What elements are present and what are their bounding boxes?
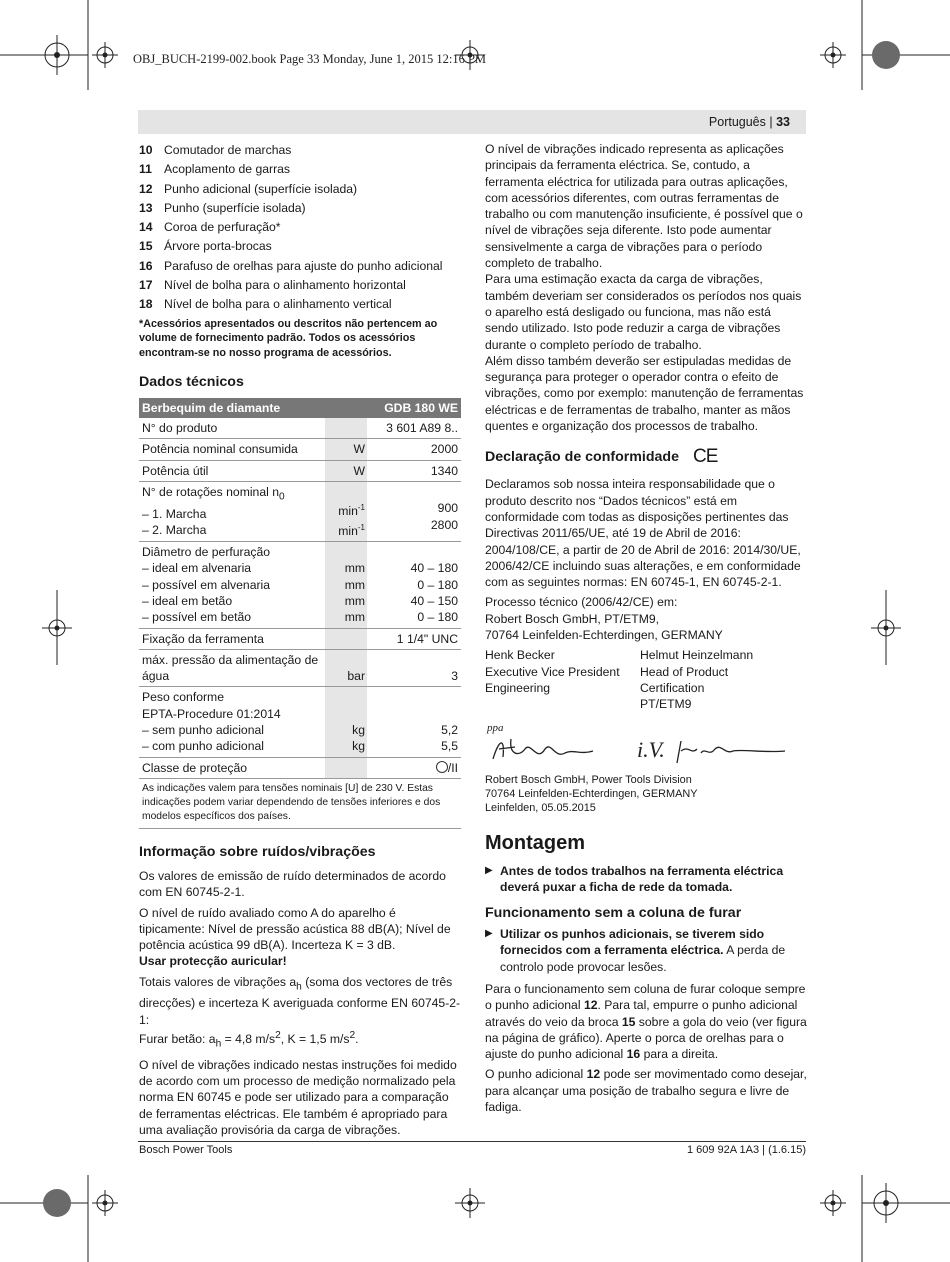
svg-text:ppa: ppa [487,721,504,734]
footer-rule [138,1141,806,1142]
table-row: Peso conforme EPTA-Procedure 01:2014 – sem punho adicional – com punho adicional kg kg 5,2 5,5 [139,687,461,757]
noise-paragraph: Os valores de emissão de ruído determinados de acordo com EN 60745-2-1. [139,868,446,900]
list-item: 17 Nível de bolha para o alinhamento horizontal [139,278,406,293]
table-row: N° do produto 3 601 A89 8.. [139,418,461,439]
tech-data-table [139,398,461,829]
vibration-paragraph: O nível de vibrações indicado representa as aplicações principais da ferramenta eléctrica. Se, contudo, a ferramenta eléctrica for utilizada para outras aplicações, com acessórios diferentes, com outras ferramentas de trabalho ou com manutenção insuficiente, é possível que o nível de vibrações seja diferente. Isto pode aumentar sensivelmente a carga de vibrações para o período completo de trabalho. [485,142,803,271]
signature-image [485,719,807,773]
page-header-band [138,110,806,134]
accessories-note: *Acessórios apresentados ou descritos não pertencem ao volume de fornecimento padrão. Todos os acessórios encontram-se no nosso programa de acessórios. [139,317,438,359]
page-header: Português | 33 [708,115,790,129]
table-row: N° de rotações nominal $n_0$ – 1. Marcha – 2. Marcha $\min^{-1}$ $\min^{-1}$ 900 2800 [139,482,461,542]
assembly-paragraph: O punho adicional 12 pode ser movimentado como desejar, para alcançar uma posição de trabalho segura e livre de fadiga. [485,1067,807,1115]
triangle-bullet-icon: ▶ [485,928,493,940]
table-note-row: As indicações valem para tensões nominais [U] de 230 V. Estas indicações podem variar dependendo de tensões inferiores e dos modelos específicos dos países. [139,778,461,828]
left-column [139,141,461,1142]
table-header: Berbequim de diamante GDB 180 WE [139,398,461,418]
list-item: 18 Nível de bolha para o alinhamento vertical [139,297,392,312]
list-item: 11 Acoplamento de garras [139,162,291,177]
vibration-paragraph: Para uma estimação exacta da carga de vibrações, também deveriam ser considerados os períodos nos quais o aparelho está desligado ou funciona, mas não está sendo utilizado. Isto pode reduzir a carga de vibrações durante o completo período de trabalho. [485,272,802,352]
right-column [485,141,807,1119]
subsection-heading: Funcionamento sem a coluna de furar [485,905,742,922]
list-item: 15 Árvore porta-brocas [139,239,272,254]
page-number: 33 [776,115,790,129]
list-item: 10 Comutador de marchas [139,143,292,157]
list-item: 16 Parafuso de orelhas para ajuste do punho adicional [139,258,443,273]
warning-item: ▶ Utilizar os punhos adicionais, se tiverem sido fornecidos com a ferramenta eléctrica. A perda de controlo pode provocar lesões. [485,927,786,974]
list-item: 12 Punho adicional (superfície isolada) [139,181,358,196]
table-row: Fixação da ferramenta 1 1/4" UNC [139,628,461,649]
table-row: Diâmetro de perfuração – ideal em alvenaria – possível em alvenaria – ideal em betão – possível em betão mm mm mm mm 40 – 180 0 – 180 40 – 150 0 – 180 [139,542,461,628]
print-header: OBJ_BUCH-2199-002.book Page 33 Monday, June 1, 2015 12:16 PM [133,52,487,66]
header-language: Português [708,115,766,129]
vibration-paragraph: Além disso também deverão ser estipuladas medidas de segurança para proteger o operador contra o efeito de vibrações, como por exemplo: manutenção de ferramentas eléctricas e de ferramentas de trabalho, manter as mãos quentes e organização dos processos de trabalho. [485,353,804,434]
table-row: máx. pressão da alimentação de água bar 3 [139,649,461,687]
protection-class-icon [436,761,448,773]
conformity-heading: Declaração de conformidade CE [485,446,718,468]
footer-left: Bosch Power Tools [139,1144,233,1156]
vibration-paragraph: Totais valores de vibrações $a_h$ (soma dos vectores de três direcções) e incerteza K averiguada conforme EN 60745-2-1: Furar betão: $a_h = 4,8$ $m/s^2$, K = 1,5 $m/s^2$. [139,974,461,1050]
table-row: Potência útil W 1340 [139,460,461,481]
noise-heading: Informação sobre ruídos/vibrações [139,843,376,860]
montagem-heading: Montagem [485,831,585,854]
table-row: Classe de proteção /II [139,757,461,778]
svg-text:i.V.: i.V. [637,736,665,762]
signatories: Henk Becker Executive Vice President Engineering Helmut Heinzelmann Head of Product Certification PT/ETM9 [485,648,754,712]
vibration-paragraph: O nível de vibrações indicado nestas instruções foi medido de acordo com um processo de medição normalizado pela norma EN 60745 e pode ser utilizado para a comparação de ferramentas eléctricas. Ele também é apropriado para uma avaliação provisória da carga de vibrações. [139,1057,457,1138]
assembly-paragraph: Para o funcionamento sem coluna de furar coloque sempre o punho adicional 12. Para tal, empurre o punho adicional através do veio da broca 15 sobre a gola do veio (ver figura na página de gráfico). Aperte o porca de orelhas para o ajuste do punho adicional 16 para a direita. [485,981,807,1062]
noise-paragraph: O nível de ruído avaliado como A do aparelho é tipicamente: Nível de pressão acústica 88 dB(A); Nível de potência acústica 99 dB(A). Incerteza K = 3 dB. Usar protecção auricular! [139,905,451,969]
signatures [485,719,807,769]
ce-mark-icon: CE [692,446,718,468]
tech-file-paragraph: Processo técnico (2006/42/CE) em: Robert Bosch GmbH, PT/ETM9, 70764 Leinfelden-Echterdingen, GERMANY [485,595,723,643]
signature-address: Robert Bosch GmbH, Power Tools Division 70764 Leinfelden-Echterdingen, GERMANY Leinfelden, 05.05.2015 [485,773,698,814]
list-item: 13 Punho (superfície isolada) [139,200,306,215]
conformity-paragraph: Declaramos sob nossa inteira responsabilidade que o produto descrito nos “Dados técnicos” está em conformidade com todas as disposições pertinentes das Directivas 2011/65/UE, até 19 de Abril de 2016: 2004/108/CE, a partir de 20 de Abril de 2016: 2014/30/UE, 2006/42/CE incluindo suas alterações, e em conformidade com as seguintes normas: EN 60745-1, EN 60745-2-1. [485,477,801,590]
warning-item: ▶ Antes de todos trabalhos na ferramenta eléctrica deverá puxar a ficha de rede da tomada. [485,863,784,894]
component-list [139,141,461,315]
list-item: 14 Coroa de perfuração* [139,220,281,235]
signatory-name: Helmut Heinzelmann [640,648,754,663]
triangle-bullet-icon: ▶ [485,864,493,876]
tech-data-heading: Dados técnicos [139,374,244,391]
signatory-name: Henk Becker [485,648,555,663]
table-row: Potência nominal consumida W 2000 [139,439,461,460]
footer-right: 1 609 92A 1A3 | (1.6.15) [686,1144,806,1156]
